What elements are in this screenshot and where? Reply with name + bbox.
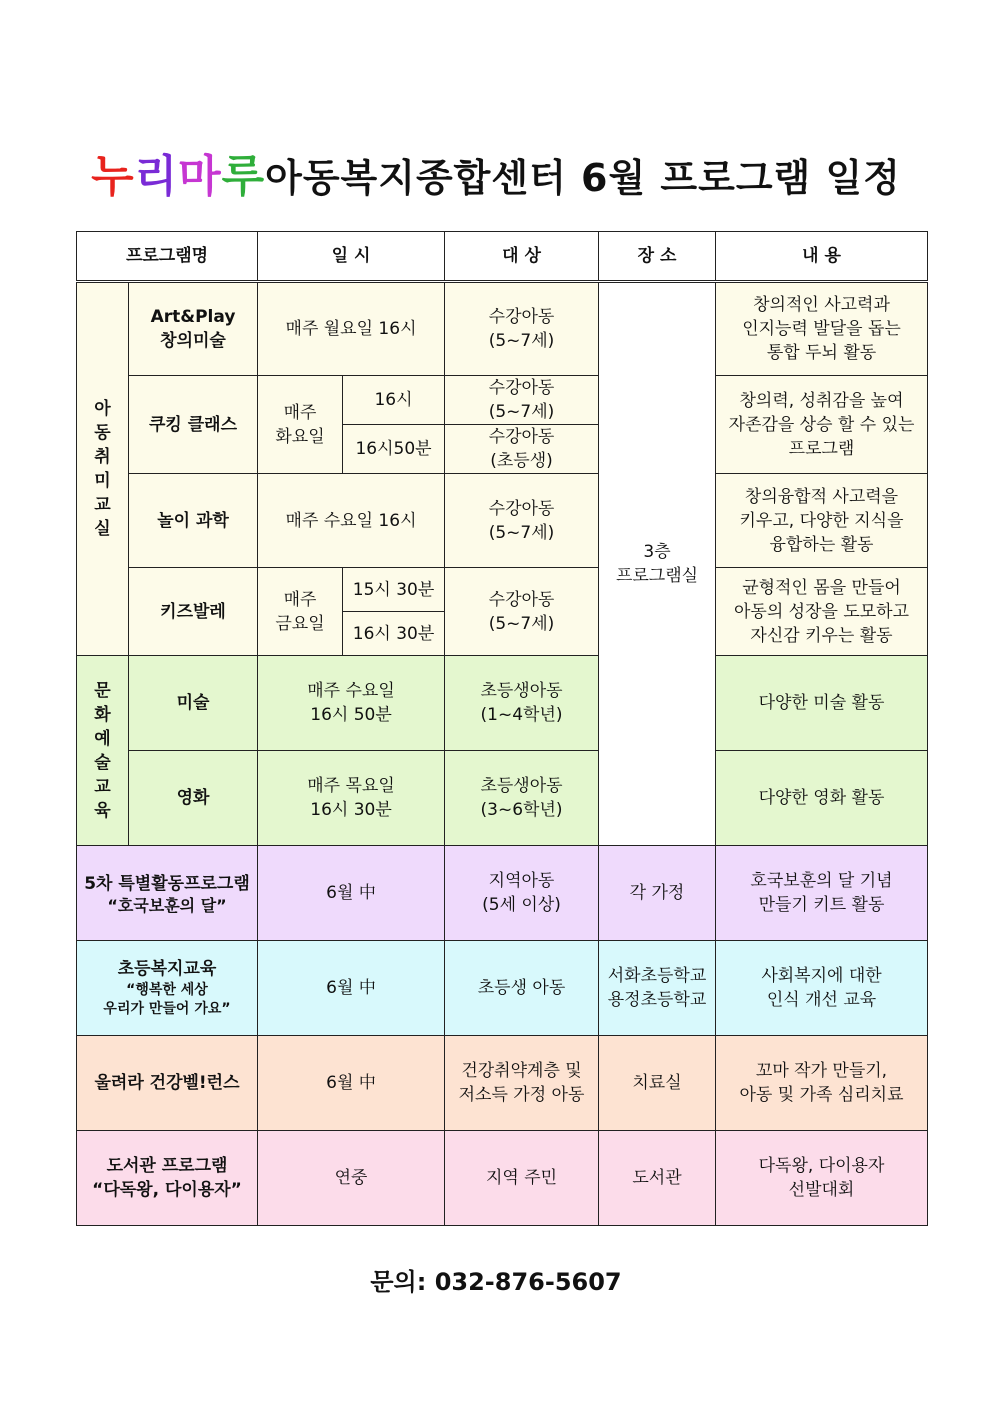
row-science [77, 474, 928, 568]
brand-char-4: 루 [221, 151, 266, 202]
content-movie: 다양한 영화 활동 [716, 751, 928, 846]
program-name-fineart: 미술 [129, 656, 258, 751]
content-library: 다독왕, 다이용자 선발대회 [716, 1131, 928, 1226]
brand-char-3: 마 [178, 151, 222, 202]
program-name-health: 울려라 건강벨!런스 [77, 1036, 258, 1131]
content-art: 창의적인 사고력과 인지능력 발달을 돕는 통합 두뇌 활동 [716, 282, 928, 376]
target-art: 수강아동 (5~7세) [445, 282, 599, 376]
place-health: 치료실 [599, 1036, 716, 1131]
program-name-library: 도서관 프로그램 “다독왕, 다이용자” [77, 1131, 258, 1226]
place-welfare: 서화초등학교 용정초등학교 [599, 941, 716, 1036]
row-fineart [77, 656, 928, 751]
content-special: 호국보훈의 달 기념 만들기 키트 활동 [716, 846, 928, 941]
target-welfare: 초등생 아동 [445, 941, 599, 1036]
program-name-art: Art&Play 창의미술 [129, 282, 258, 376]
row-special [77, 846, 928, 941]
content-ballet: 균형적인 몸을 만들어 아동의 성장을 도모하고 자신감 키우는 활동 [716, 568, 928, 656]
row-health [77, 1036, 928, 1131]
shared-place: 3층 프로그램실 [599, 282, 716, 846]
group-culture-arts: 문 화 예 술 교 육 [77, 656, 129, 846]
header-datetime: 일 시 [258, 232, 445, 282]
time-ballet-2: 16시 30분 [343, 612, 445, 656]
header-row [77, 232, 928, 282]
place-library: 도서관 [599, 1131, 716, 1226]
target-cooking-2: 수강아동 (초등생) [445, 425, 599, 474]
time-fineart: 매주 수요일 16시 50분 [258, 656, 445, 751]
target-cooking-1: 수강아동 (5~7세) [445, 376, 599, 425]
schedule-table [76, 231, 928, 1226]
program-name-ballet: 키즈발레 [129, 568, 258, 656]
time-library: 연중 [258, 1131, 445, 1226]
contact-info: 문의: 032-876-5607 [370, 1268, 622, 1296]
row-ballet-1 [77, 568, 928, 612]
place-special: 각 가정 [599, 846, 716, 941]
program-name-science: 놀이 과학 [129, 474, 258, 568]
content-health: 꼬마 작가 만들기, 아동 및 가족 심리치료 [716, 1036, 928, 1131]
header-content: 내 용 [716, 232, 928, 282]
target-fineart: 초등생아동 (1~4학년) [445, 656, 599, 751]
page-title [0, 140, 992, 204]
row-art [77, 282, 928, 376]
target-health: 건강취약계층 및 저소득 가정 아동 [445, 1036, 599, 1131]
title-rest: 아동복지종합센터 6월 프로그램 일정 [265, 156, 901, 200]
group-hobby-class: 아 동 취 미 교 실 [77, 282, 129, 656]
program-name-welfare: 초등복지교육 “행복한 세상 우리가 만들어 가요” [77, 941, 258, 1036]
target-ballet: 수강아동 (5~7세) [445, 568, 599, 656]
content-science: 창의융합적 사고력을 키우고, 다양한 지식을 융합하는 활동 [716, 474, 928, 568]
target-movie: 초등생아동 (3~6학년) [445, 751, 599, 846]
time-cooking-1: 16시 [343, 376, 445, 425]
target-science: 수강아동 (5~7세) [445, 474, 599, 568]
row-movie [77, 751, 928, 846]
header-place: 장 소 [599, 232, 716, 282]
time-art: 매주 월요일 16시 [258, 282, 445, 376]
header-program: 프로그램명 [77, 232, 258, 282]
time-ballet-1: 15시 30분 [343, 568, 445, 612]
header-target: 대 상 [445, 232, 599, 282]
program-name-cooking: 쿠킹 클래스 [129, 376, 258, 474]
program-name-special: 5차 특별활동프로그램 “호국보훈의 달” [77, 846, 258, 941]
row-library [77, 1131, 928, 1226]
row-cooking-1 [77, 376, 928, 425]
content-fineart: 다양한 미술 활동 [716, 656, 928, 751]
time-welfare: 6월 中 [258, 941, 445, 1036]
content-cooking: 창의력, 성취감을 높여 자존감을 상승 할 수 있는 프로그램 [716, 376, 928, 474]
target-special: 지역아동 (5세 이상) [445, 846, 599, 941]
brand-char-1: 누 [91, 151, 135, 202]
brand-char-2: 리 [134, 151, 179, 202]
row-welfare [77, 941, 928, 1036]
time-cooking-2: 16시50분 [343, 425, 445, 474]
day-ballet: 매주 금요일 [258, 568, 343, 656]
content-welfare: 사회복지에 대한 인식 개선 교육 [716, 941, 928, 1036]
day-cooking: 매주 화요일 [258, 376, 343, 474]
program-name-movie: 영화 [129, 751, 258, 846]
time-health: 6월 中 [258, 1036, 445, 1131]
target-library: 지역 주민 [445, 1131, 599, 1226]
time-movie: 매주 목요일 16시 30분 [258, 751, 445, 846]
time-science: 매주 수요일 16시 [258, 474, 445, 568]
time-special: 6월 中 [258, 846, 445, 941]
